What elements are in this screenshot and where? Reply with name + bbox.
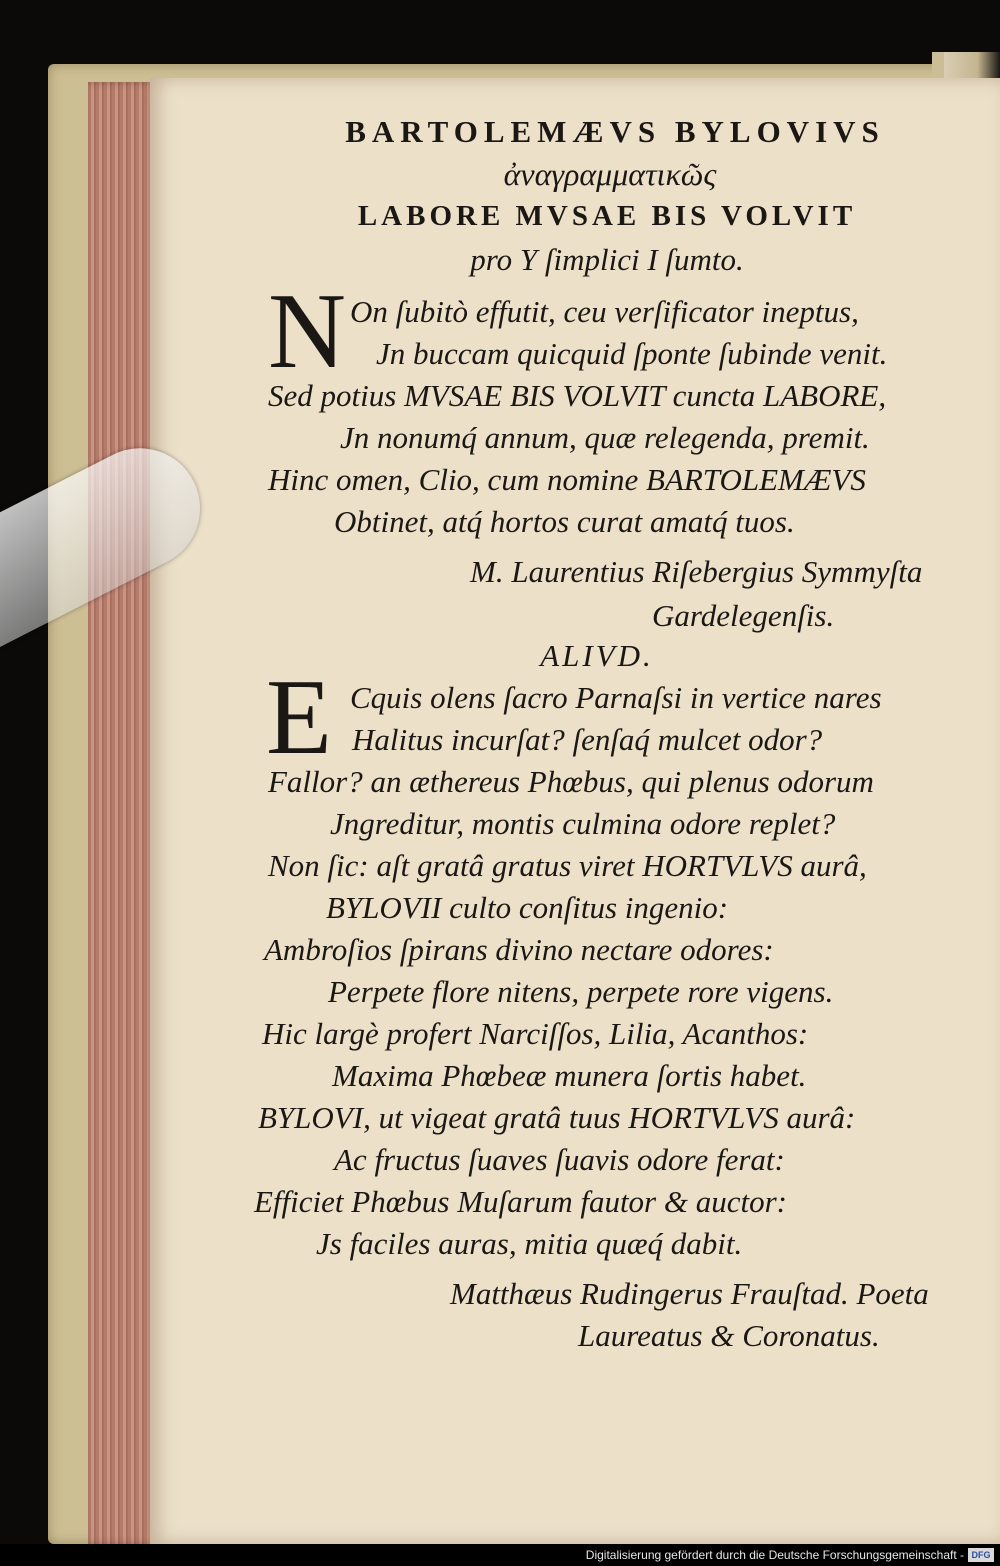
- poem1-line-6: Obtinet, atq́ hortos curat amatq́ tuos.: [334, 504, 795, 539]
- page-edges: [88, 82, 156, 1544]
- poem2-line-8: Perpete flore nitens, perpete rore vigens.: [328, 974, 834, 1009]
- poem2-line-7: Ambroſios ſpirans divino nectare odores:: [264, 932, 774, 967]
- poem1-line-5: Hinc omen, Clio, cum nomine BARTOLEMÆVS: [268, 462, 866, 497]
- footer-credit: Digitalisierung gefördert durch die Deutsche Forschungsgemeinschaft -: [585, 1548, 964, 1562]
- drop-cap-n: N: [268, 272, 346, 391]
- heading-anagram: LABORE MVSAE BIS VOLVIT: [357, 200, 857, 232]
- heading-name: BARTOLEMÆVS BYLOVIVS: [345, 114, 885, 149]
- poem1-line-3: Sed potius MVSAE BIS VOLVIT cuncta LABORE,: [268, 378, 887, 413]
- poem1-author-1: M. Laurentius Riſebergius Symmyſta: [470, 554, 923, 589]
- poem1-line-1: On ſubitò effutit, ceu verſificator ineptus,: [350, 294, 859, 329]
- drop-cap-e: E: [266, 658, 332, 777]
- heading-greek: ἀναγραμματικῶς: [503, 156, 717, 192]
- poem2-line-12: Ac fructus ſuaves ſuavis odore ferat:: [334, 1142, 785, 1177]
- poem2-line-5: Non ſic: aſt gratâ gratus viret HORTVLVS aurâ,: [268, 848, 867, 883]
- poem2-line-6: BYLOVII culto conſitus ingenio:: [326, 890, 729, 925]
- poem2-line-4: Jngreditur, montis culmina odore replet?: [330, 806, 836, 841]
- poem2-title: ALIVD.: [540, 638, 654, 673]
- poem1-author-2: Gardelegenſis.: [652, 598, 835, 633]
- poem1-line-2: Jn buccam quicquid ſponte ſubinde venit.: [376, 336, 888, 371]
- footer-bar: [0, 1544, 1000, 1566]
- poem2-line-10: Maxima Phœbeæ munera ſortis habet.: [332, 1058, 807, 1093]
- poem2-line-3: Fallor? an æthereus Phœbus, qui plenus odorum: [268, 764, 874, 799]
- poem1-line-4: Jn nonumq́ annum, quæ relegenda, premit.: [340, 420, 870, 455]
- poem2-author-1: Matthæus Rudingerus Frauſtad. Poeta: [450, 1276, 929, 1311]
- poem2-line-13: Efficiet Phœbus Muſarum fautor & auctor:: [254, 1184, 787, 1219]
- dfg-logo-icon: DFG: [968, 1548, 994, 1562]
- heading-note: pro Y ſimplici I ſumto.: [470, 242, 744, 277]
- poem2-line-1: Cquis olens ſacro Parnaſsi in vertice nares: [350, 680, 882, 715]
- poem2-line-9: Hic largè profert Narciſſos, Lilia, Acanthos:: [262, 1016, 809, 1051]
- poem2-line-14: Js faciles auras, mitia quæq́ dabit.: [316, 1226, 743, 1261]
- poem2-line-2: Halitus incurſat? ſenſaq́ mulcet odor?: [352, 722, 823, 757]
- poem2-author-2: Laureatus & Coronatus.: [578, 1318, 880, 1353]
- poem2-line-11: BYLOVI, ut vigeat gratâ tuus HORTVLVS aurâ:: [258, 1100, 856, 1135]
